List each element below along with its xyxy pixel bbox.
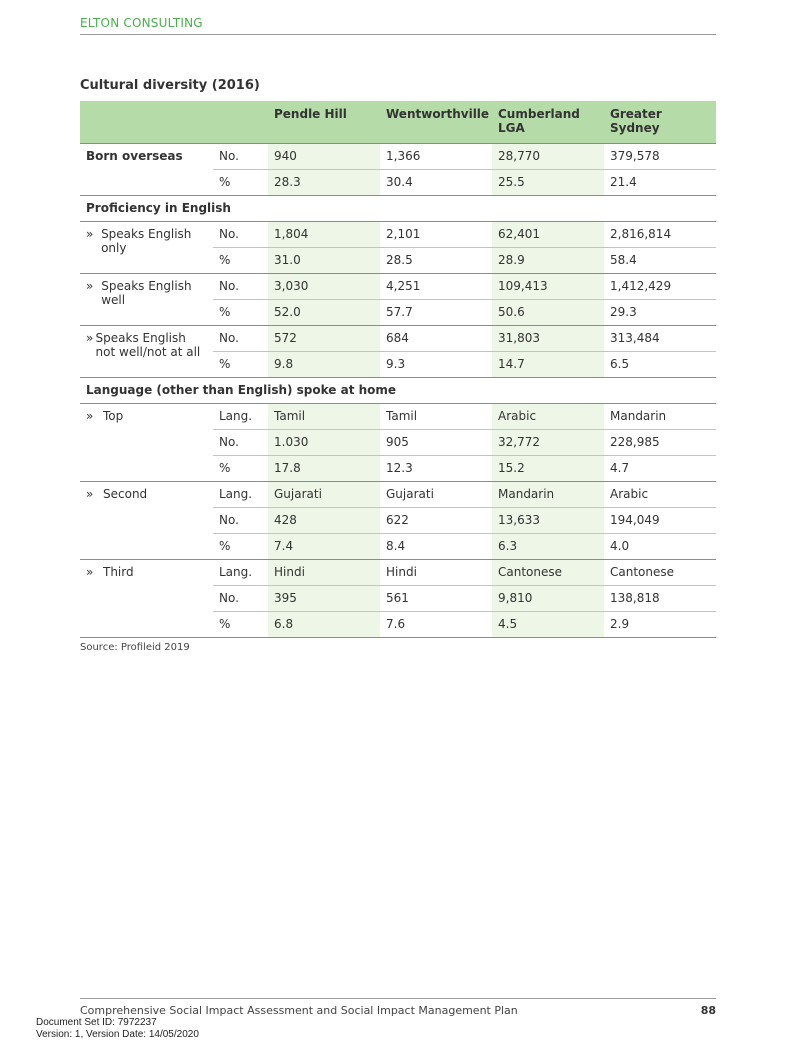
cell: 313,484 [604, 326, 716, 352]
cell: 31,803 [492, 326, 604, 352]
section-row [80, 378, 716, 404]
header-empty [213, 101, 268, 144]
cell: 194,049 [604, 508, 716, 534]
bullet-icon: » [86, 227, 94, 241]
row-label-text: Top [103, 409, 124, 423]
unit-label: % [213, 534, 268, 560]
row-label-empty [80, 170, 213, 196]
cell: 9.3 [380, 352, 492, 378]
table-row [80, 144, 716, 170]
cell: 7.4 [268, 534, 380, 560]
cell: 2.9 [604, 612, 716, 638]
cell: 6.5 [604, 352, 716, 378]
cell: 28.9 [492, 248, 604, 274]
cell: 940 [268, 144, 380, 170]
cell: 1.030 [268, 430, 380, 456]
cell: 905 [380, 430, 492, 456]
cell: 9,810 [492, 586, 604, 612]
document-set-id: Document Set ID: 7972237 [36, 1017, 157, 1028]
table-title: Cultural diversity (2016) [80, 78, 260, 93]
cell: 50.6 [492, 300, 604, 326]
cell: 2,816,814 [604, 222, 716, 248]
row-label [80, 222, 213, 274]
row-label [80, 274, 213, 326]
cell: 428 [268, 508, 380, 534]
cell: 29.3 [604, 300, 716, 326]
table-row [80, 560, 716, 586]
bullet-icon: » [86, 279, 94, 293]
cell: 395 [268, 586, 380, 612]
cultural-diversity-table [80, 101, 716, 638]
cell: Gujarati [380, 482, 492, 508]
unit-label: No. [213, 144, 268, 170]
bullet-icon: » [86, 409, 94, 423]
cell: Mandarin [492, 482, 604, 508]
cell: Hindi [268, 560, 380, 586]
bullet-icon: » [86, 487, 94, 501]
cell: 1,804 [268, 222, 380, 248]
cell: 58.4 [604, 248, 716, 274]
unit-label: % [213, 300, 268, 326]
unit-label: No. [213, 586, 268, 612]
cell: 684 [380, 326, 492, 352]
cell: 57.7 [380, 300, 492, 326]
cell: 1,366 [380, 144, 492, 170]
section-title: Proficiency in English [80, 196, 716, 222]
cell: 52.0 [268, 300, 380, 326]
row-label [80, 404, 213, 482]
cell: 28.3 [268, 170, 380, 196]
page-number: 88 [700, 1004, 716, 1017]
cell: 622 [380, 508, 492, 534]
cell: 32,772 [492, 430, 604, 456]
cell: Tamil [268, 404, 380, 430]
col-header: Wentworthville [380, 101, 492, 144]
cell: Arabic [492, 404, 604, 430]
row-label [80, 326, 213, 378]
row-label [80, 560, 213, 638]
table-header-row [80, 101, 716, 144]
bullet-icon: » [86, 565, 94, 579]
cell: 4.5 [492, 612, 604, 638]
cell: 2,101 [380, 222, 492, 248]
cell: 561 [380, 586, 492, 612]
cell: 13,633 [492, 508, 604, 534]
cell: 228,985 [604, 430, 716, 456]
cell: 4,251 [380, 274, 492, 300]
cell: Tamil [380, 404, 492, 430]
unit-label: % [213, 612, 268, 638]
table-row [80, 482, 716, 508]
cell: 25.5 [492, 170, 604, 196]
row-label-text: Speaks English well [101, 279, 192, 307]
cell: 8.4 [380, 534, 492, 560]
document-id-stamp [36, 1017, 199, 1041]
cell: 15.2 [492, 456, 604, 482]
section-row [80, 196, 716, 222]
unit-label: Lang. [213, 560, 268, 586]
cell: 17.8 [268, 456, 380, 482]
table-row [80, 222, 716, 248]
unit-label: % [213, 456, 268, 482]
cell: Cantonese [604, 560, 716, 586]
cell: 14.7 [492, 352, 604, 378]
row-label-text: Third [103, 565, 134, 579]
footer-title: Comprehensive Social Impact Assessment and Social Impact Management Plan [80, 1004, 518, 1017]
cell: 9.8 [268, 352, 380, 378]
cell: 62,401 [492, 222, 604, 248]
cell: 6.8 [268, 612, 380, 638]
unit-label: No. [213, 508, 268, 534]
unit-label: Lang. [213, 482, 268, 508]
unit-label: % [213, 170, 268, 196]
unit-label: % [213, 248, 268, 274]
unit-label: No. [213, 274, 268, 300]
unit-label: No. [213, 430, 268, 456]
cell: Cantonese [492, 560, 604, 586]
cell: Hindi [380, 560, 492, 586]
cell: 30.4 [380, 170, 492, 196]
table-row [80, 170, 716, 196]
cell: 1,412,429 [604, 274, 716, 300]
source-note: Source: Profileid 2019 [80, 642, 190, 653]
cell: 12.3 [380, 456, 492, 482]
cell: 109,413 [492, 274, 604, 300]
row-label [80, 482, 213, 560]
col-header: Greater Sydney [604, 101, 716, 144]
cell: 21.4 [604, 170, 716, 196]
page-footer [80, 998, 716, 1017]
table-row [80, 326, 716, 352]
bullet-icon: » [86, 331, 94, 345]
header-empty [80, 101, 213, 144]
cell: 4.0 [604, 534, 716, 560]
row-label-text: Speaks English only [101, 227, 192, 255]
version-info: Version: 1, Version Date: 14/05/2020 [36, 1029, 199, 1040]
cell: 28,770 [492, 144, 604, 170]
cell: 28.5 [380, 248, 492, 274]
unit-label: No. [213, 326, 268, 352]
cell: Mandarin [604, 404, 716, 430]
section-title: Language (other than English) spoke at home [80, 378, 716, 404]
unit-label: Lang. [213, 404, 268, 430]
unit-label: No. [213, 222, 268, 248]
cell: 7.6 [380, 612, 492, 638]
row-label-text: Speaks English not well/not at all [95, 331, 201, 359]
col-header: Pendle Hill [268, 101, 380, 144]
cell: Gujarati [268, 482, 380, 508]
row-label-text: Second [103, 487, 148, 501]
cell: 138,818 [604, 586, 716, 612]
table-row [80, 404, 716, 430]
col-header: Cumberland LGA [492, 101, 604, 144]
header-brand: ELTON CONSULTING [80, 16, 716, 35]
unit-label: % [213, 352, 268, 378]
row-label: Born overseas [86, 149, 183, 163]
cell: 31.0 [268, 248, 380, 274]
cell: 6.3 [492, 534, 604, 560]
cell: 3,030 [268, 274, 380, 300]
cell: 379,578 [604, 144, 716, 170]
cell: 4.7 [604, 456, 716, 482]
cell: 572 [268, 326, 380, 352]
cell: Arabic [604, 482, 716, 508]
table-row [80, 274, 716, 300]
